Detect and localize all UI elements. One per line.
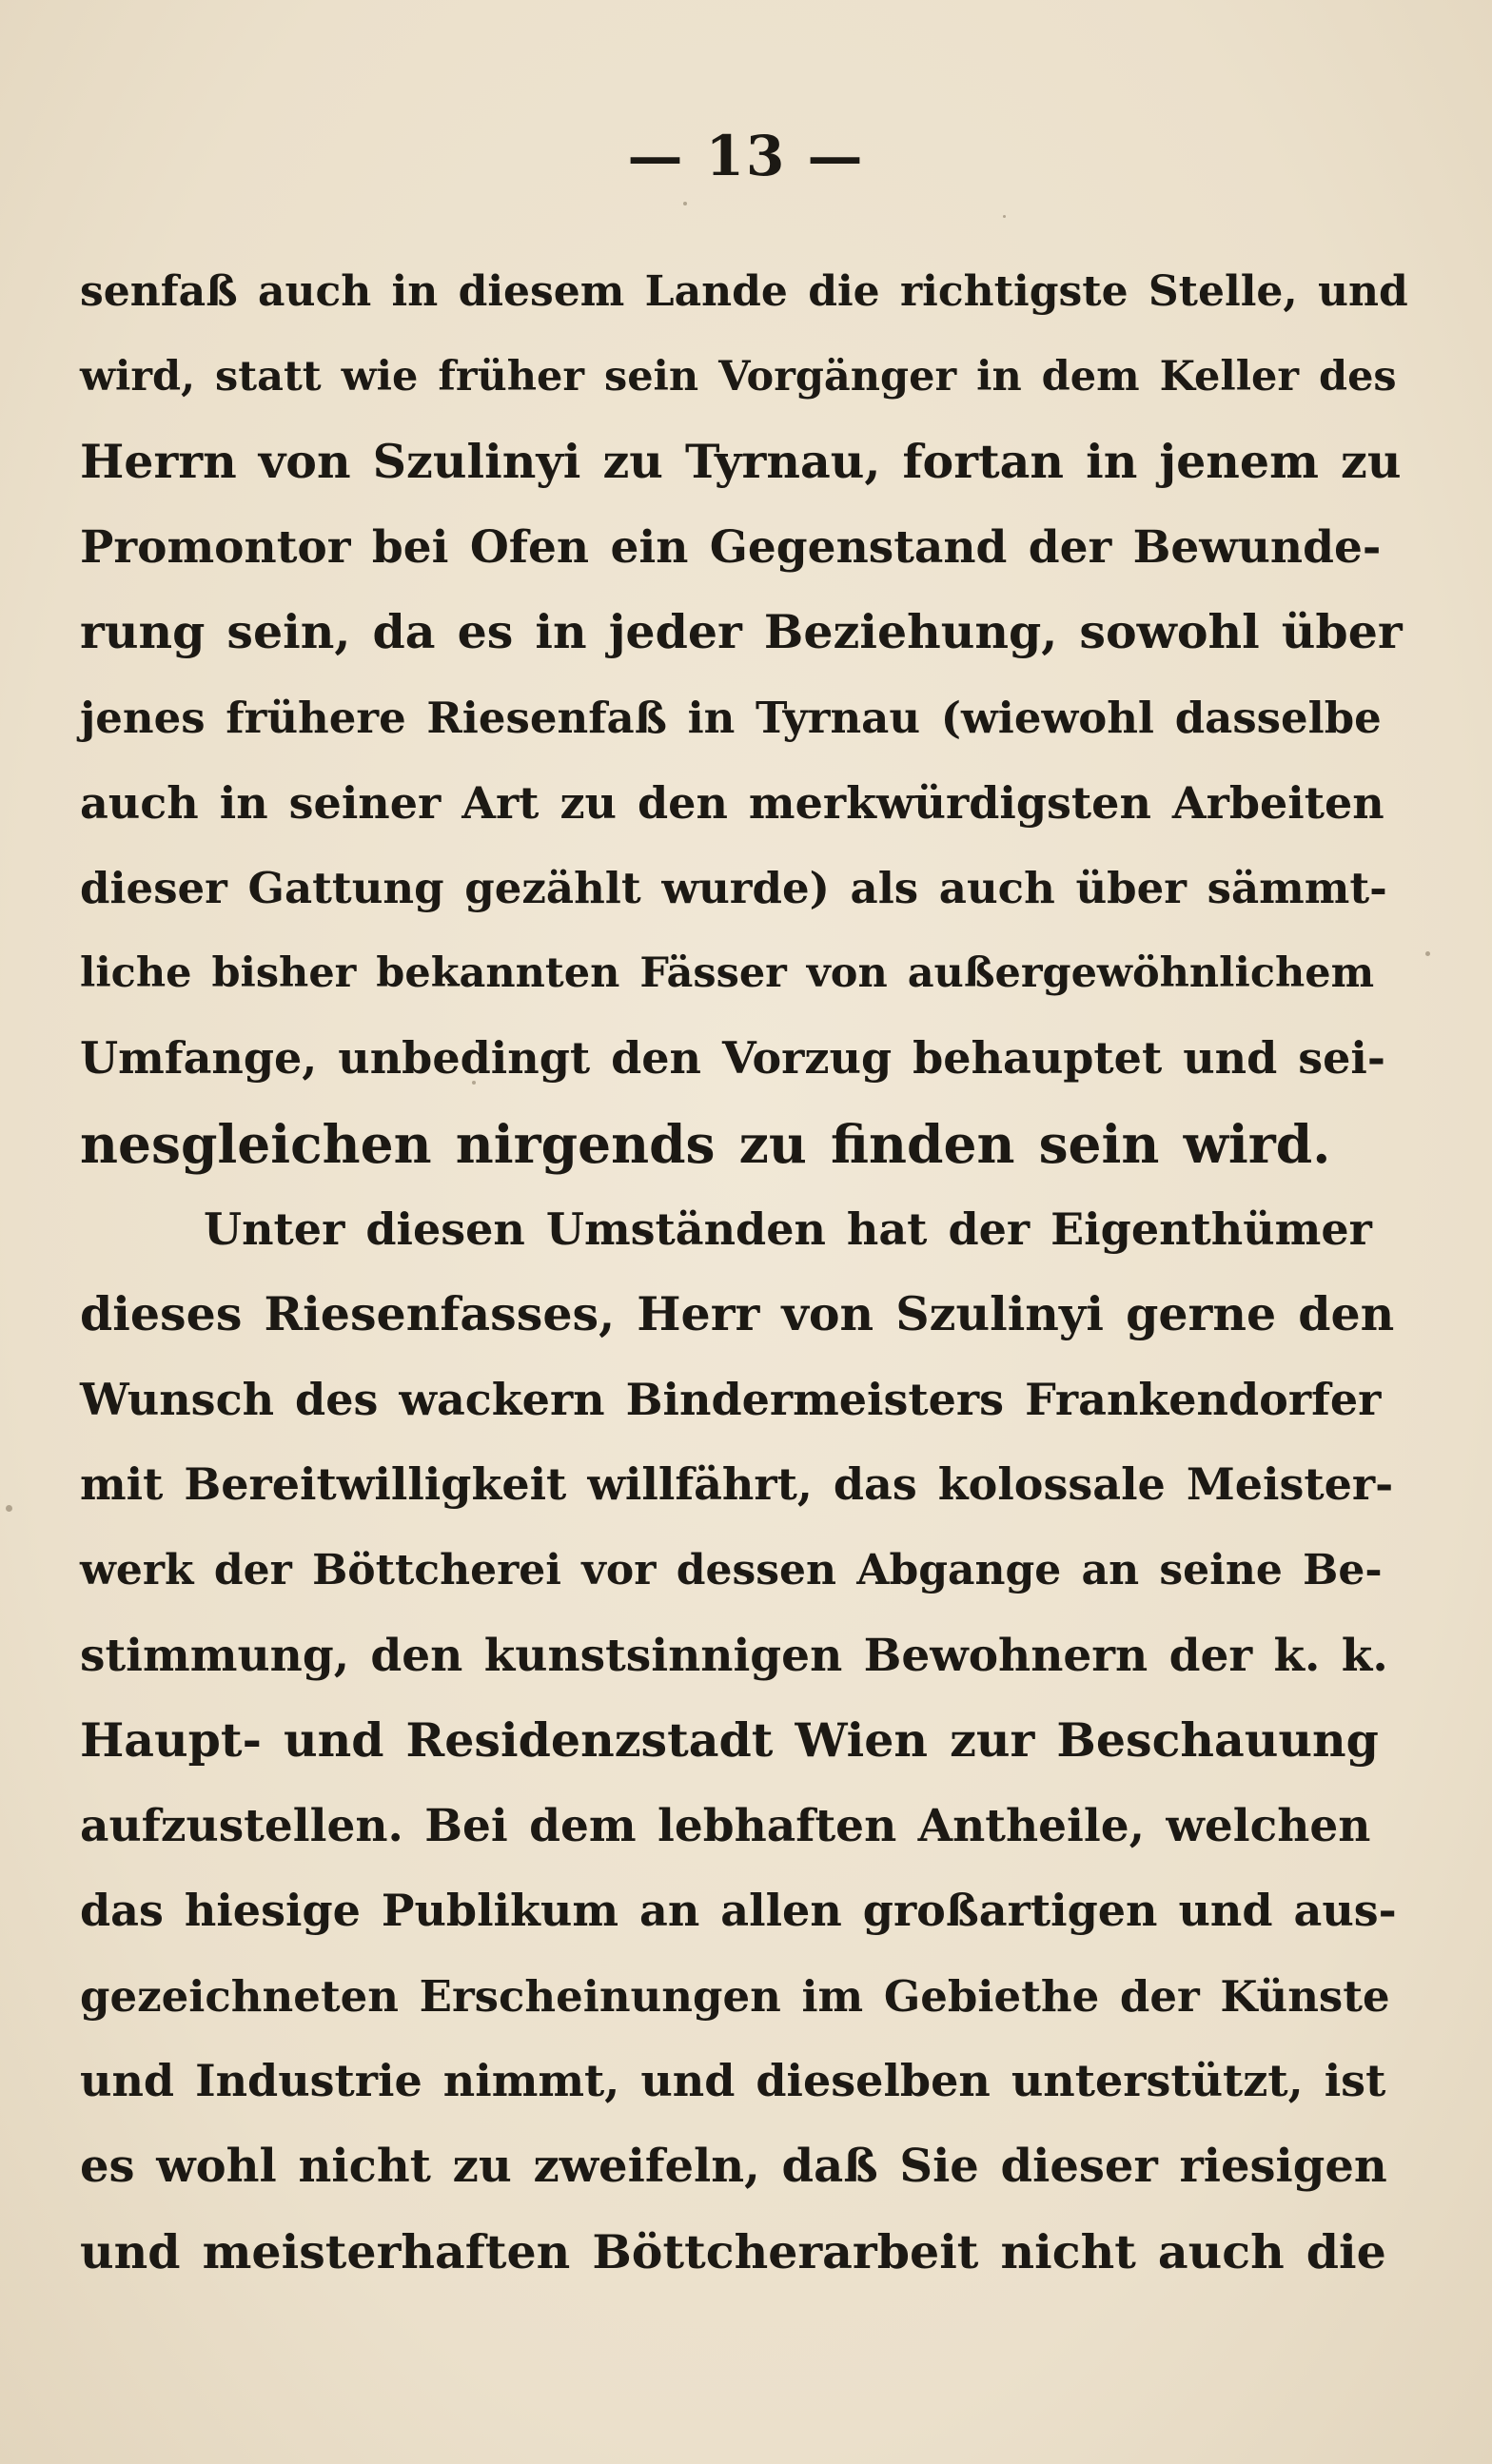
text-line: und Industrie nimmt, und dieselben unterstützt, ist <box>80 2055 1386 2107</box>
text-line: stimmung, den kunstsinnigen Bewohnern der k. k. <box>80 1629 1388 1682</box>
text-line: rung sein, da es in jeder Beziehung, sowohl über <box>80 604 1403 660</box>
text-line: Wunsch des wackern Bindermeisters Frankendorfer <box>80 1373 1382 1425</box>
text-line: nesgleichen nirgends zu finden sein wird. <box>80 1112 1331 1175</box>
text-line: mit Bereitwilligkeit willfährt, das kolossale Meister- <box>80 1458 1394 1511</box>
paragraph-2 <box>80 1187 1397 2296</box>
paper-speck <box>472 1081 476 1085</box>
text-line: auch in seiner Art zu den merkwürdigsten Arbeiten <box>80 776 1384 829</box>
paper-speck <box>683 202 687 205</box>
text-line: gezeichneten Erscheinungen im Gebiethe der Künste <box>80 1970 1390 2022</box>
paragraph-1 <box>80 249 1408 1187</box>
text-line: Unter diesen Umständen hat der Eigenthümer <box>204 1203 1372 1255</box>
text-line: Haupt- und Residenzstadt Wien zur Beschauung <box>80 1712 1379 1769</box>
text-line: senfaß auch in diesem Lande die richtigste Stelle, und <box>80 267 1408 316</box>
paper-speck <box>1425 951 1430 956</box>
text-line: Promontor bei Ofen ein Gegenstand der Bewunde- <box>80 520 1382 574</box>
text-line: werk der Böttcherei vor dessen Abgange an seine Be- <box>80 1545 1383 1594</box>
text-line: Umfange, unbedingt den Vorzug behauptet und sei- <box>80 1032 1385 1085</box>
text-line: es wohl nicht zu zweifeln, daß Sie dieser riesigen <box>80 2140 1387 2194</box>
paper-speck <box>1003 215 1006 218</box>
body-text <box>80 249 1408 2295</box>
paper-speck <box>6 1505 12 1512</box>
page-number: — 13 — <box>627 124 865 188</box>
text-line: aufzustellen. Bei dem lebhaften Antheile, welchen <box>80 1799 1371 1852</box>
text-line: dieser Gattung gezählt wurde) als auch über sämmt- <box>80 863 1387 914</box>
text-line: liche bisher bekannten Fässer von außergewöhnlichem <box>80 948 1375 997</box>
text-line: und meisterhaften Böttcherarbeit nicht auch die <box>80 2223 1386 2279</box>
text-line: das hiesige Publikum an allen großartigen und aus- <box>80 1885 1397 1937</box>
text-line: Herrn von Szulinyi zu Tyrnau, fortan in jenem zu <box>80 434 1402 490</box>
text-line: dieses Riesenfasses, Herr von Szulinyi gerne den <box>80 1286 1395 1342</box>
text-line: jenes frühere Riesenfaß in Tyrnau (wiewohl dasselbe <box>80 692 1382 743</box>
text-line: wird, statt wie früher sein Vorgänger in dem Keller des <box>80 352 1397 401</box>
